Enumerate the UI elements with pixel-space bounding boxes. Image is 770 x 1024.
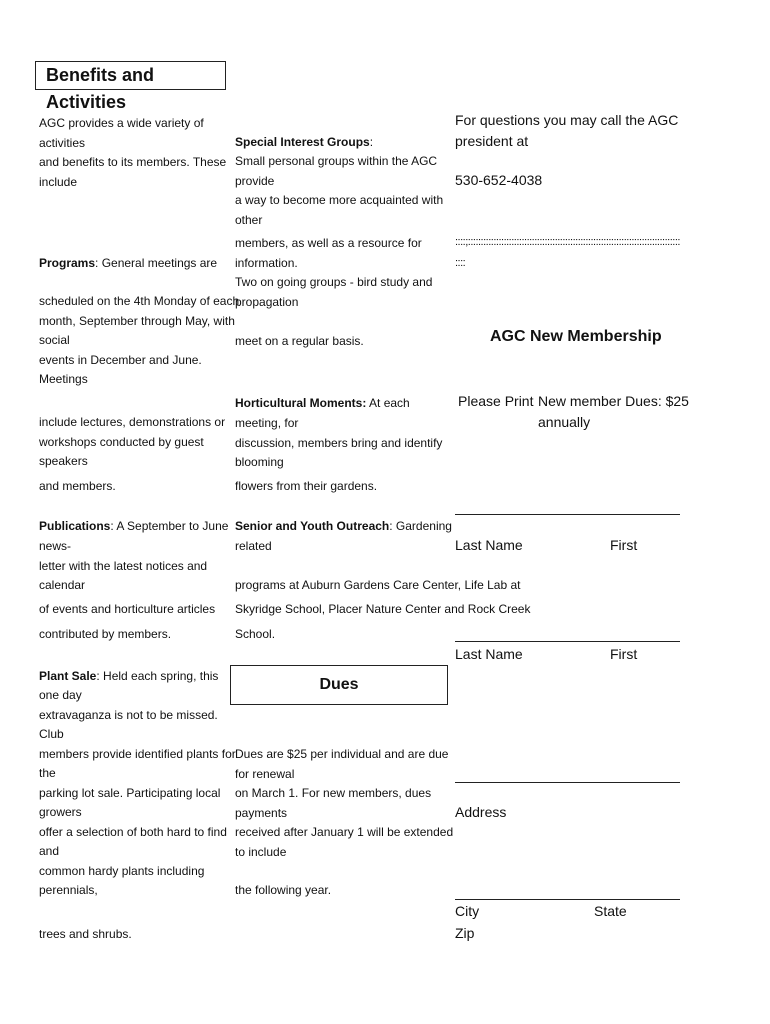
dues-line: received after January 1 will be extended <box>235 825 454 839</box>
senior-label: Senior and Youth Outreach <box>235 519 390 533</box>
plant-sale-line: members provide identified plants for <box>39 746 236 761</box>
programs-text <box>39 292 239 390</box>
programs-label: Programs <box>39 256 96 270</box>
senior-heading-line <box>235 517 452 537</box>
please-print: Please Print <box>458 393 534 409</box>
programs-last: and members. <box>39 479 116 493</box>
special-text-2 <box>235 234 432 312</box>
dues-note-line: New member Dues: $25 <box>538 393 689 409</box>
programs-text-2 <box>39 413 225 472</box>
dues-last: the following year. <box>235 883 332 897</box>
plant-sale-line: the <box>39 766 56 780</box>
senior-line: Skyridge School, Placer Nature Center and Rock Creek <box>235 602 531 616</box>
programs-first: : General meetings are <box>95 256 218 270</box>
address-label: Address <box>455 804 507 820</box>
special-line: Two on going groups - bird study and <box>235 275 433 289</box>
special-line: Small personal groups within the AGC <box>235 154 438 168</box>
horticultural-line: discussion, members bring and identify <box>235 435 443 450</box>
plant-sale-line: extravaganza is not to be missed. <box>39 707 218 722</box>
dues-note-line: annually <box>538 414 591 430</box>
dues-line: for renewal <box>235 766 295 781</box>
horticultural-last: flowers from their gardens. <box>235 479 378 493</box>
plant-sale-line: Club <box>39 727 64 741</box>
plant-sale-line: parking lot sale. Participating local <box>39 785 221 800</box>
publications-line: letter with the latest notices and <box>39 558 208 573</box>
dotted-separator: ::::;::::::::::::::::::::::::::::::::::::::::::::::::::::::::::::::::::::::::::::::::::: <box>455 236 680 248</box>
special-line: a way to become more acquainted with <box>235 193 444 207</box>
publications-first: : A September to June <box>110 519 229 533</box>
state-label: State <box>594 903 627 919</box>
publications-line: news- <box>39 539 72 553</box>
horticultural-text <box>235 414 442 473</box>
senior-line: related <box>235 539 272 553</box>
programs-line: events in December and June. <box>39 352 202 367</box>
special-line: propagation <box>235 294 299 309</box>
special-label: Special Interest Groups <box>235 135 370 149</box>
plant-sale-line: offer a selection of both hard to find <box>39 824 227 839</box>
dues-line: payments <box>235 805 288 820</box>
zip-label: Zip <box>455 925 475 941</box>
dues-line: Dues are $25 per individual and are due <box>235 747 449 761</box>
programs-line: social <box>39 333 70 347</box>
programs-line: speakers <box>39 454 88 468</box>
horticultural-label: Horticultural Moments: <box>235 396 367 410</box>
programs-heading-line <box>39 254 217 274</box>
dues-note <box>538 391 689 433</box>
first-name-label: First <box>610 537 638 553</box>
questions-line: president at <box>455 133 529 149</box>
senior-line: programs at Auburn Gardens Care Center, Life Lab at <box>235 578 521 592</box>
plant-sale-line: common hardy plants including <box>39 863 205 878</box>
plant-sale-line: and <box>39 844 60 858</box>
special-line: other <box>235 212 263 227</box>
dues-heading: Dues <box>230 665 448 705</box>
questions-text <box>455 110 678 152</box>
intro-line: include <box>39 174 78 189</box>
horticultural-first: At each <box>366 396 410 410</box>
special-colon: : <box>369 135 374 149</box>
publications-line: calendar <box>39 578 86 592</box>
last-name-label: Last Name <box>455 537 523 553</box>
special-text <box>235 152 443 230</box>
address-field-line[interactable] <box>455 782 680 783</box>
membership-title: AGC New Membership <box>490 328 662 345</box>
plant-sale-last: trees and shrubs. <box>39 927 132 941</box>
programs-line: Meetings <box>39 372 88 386</box>
phone-number: 530-652-4038 <box>455 172 543 188</box>
programs-line: workshops conducted by guest <box>39 434 204 449</box>
plant-sale-line: growers <box>39 805 82 819</box>
special-line: members, as well as a resource for <box>235 236 422 250</box>
programs-line: include lectures, demonstrations or <box>39 415 226 429</box>
dues-text <box>235 745 453 862</box>
programs-line: month, September through May, with <box>39 313 235 328</box>
last-name-field-line[interactable] <box>455 514 680 515</box>
plant-sale-text <box>39 686 236 901</box>
last-name-field-line-2[interactable] <box>455 641 680 642</box>
intro-line: AGC provides a wide variety of <box>39 116 204 130</box>
programs-line: scheduled on the 4th Monday of each <box>39 294 240 308</box>
special-last: meet on a regular basis. <box>235 334 364 348</box>
senior-line: School. <box>235 627 276 641</box>
dotted-separator-end: :::: <box>455 257 466 269</box>
questions-line: For questions you may call the AGC <box>455 112 679 128</box>
page-title: Benefits and Activities <box>35 61 226 90</box>
horticultural-heading-line <box>235 394 410 414</box>
last-name-label-2: Last Name <box>455 646 523 662</box>
dues-line: on March 1. For new members, dues <box>235 786 432 800</box>
publications-heading-line <box>39 517 228 537</box>
intro-line: activities <box>39 135 86 150</box>
plant-sale-line: perennials, <box>39 883 98 897</box>
intro-text <box>39 114 226 192</box>
horticultural-line: meeting, for <box>235 416 299 430</box>
senior-first: : Gardening <box>389 519 452 533</box>
city-label: City <box>455 903 480 919</box>
special-line: information. <box>235 255 298 270</box>
plant-sale-first: : Held each spring, this <box>96 669 219 683</box>
plant-sale-heading-line <box>39 667 218 687</box>
plant-sale-line: one day <box>39 688 82 702</box>
plant-sale-label: Plant Sale <box>39 669 97 683</box>
first-name-label-2: First <box>610 646 638 662</box>
horticultural-line: blooming <box>235 455 284 469</box>
special-heading-line <box>235 133 373 153</box>
publications-label: Publications <box>39 519 111 533</box>
publications-line: of events and horticulture articles <box>39 602 216 616</box>
dues-line: to include <box>235 844 287 859</box>
publications-text <box>39 537 207 596</box>
publications-line: contributed by members. <box>39 627 172 641</box>
city-state-field-line[interactable] <box>455 899 680 900</box>
special-line: provide <box>235 173 275 188</box>
intro-line: and benefits to its members. These <box>39 155 227 169</box>
